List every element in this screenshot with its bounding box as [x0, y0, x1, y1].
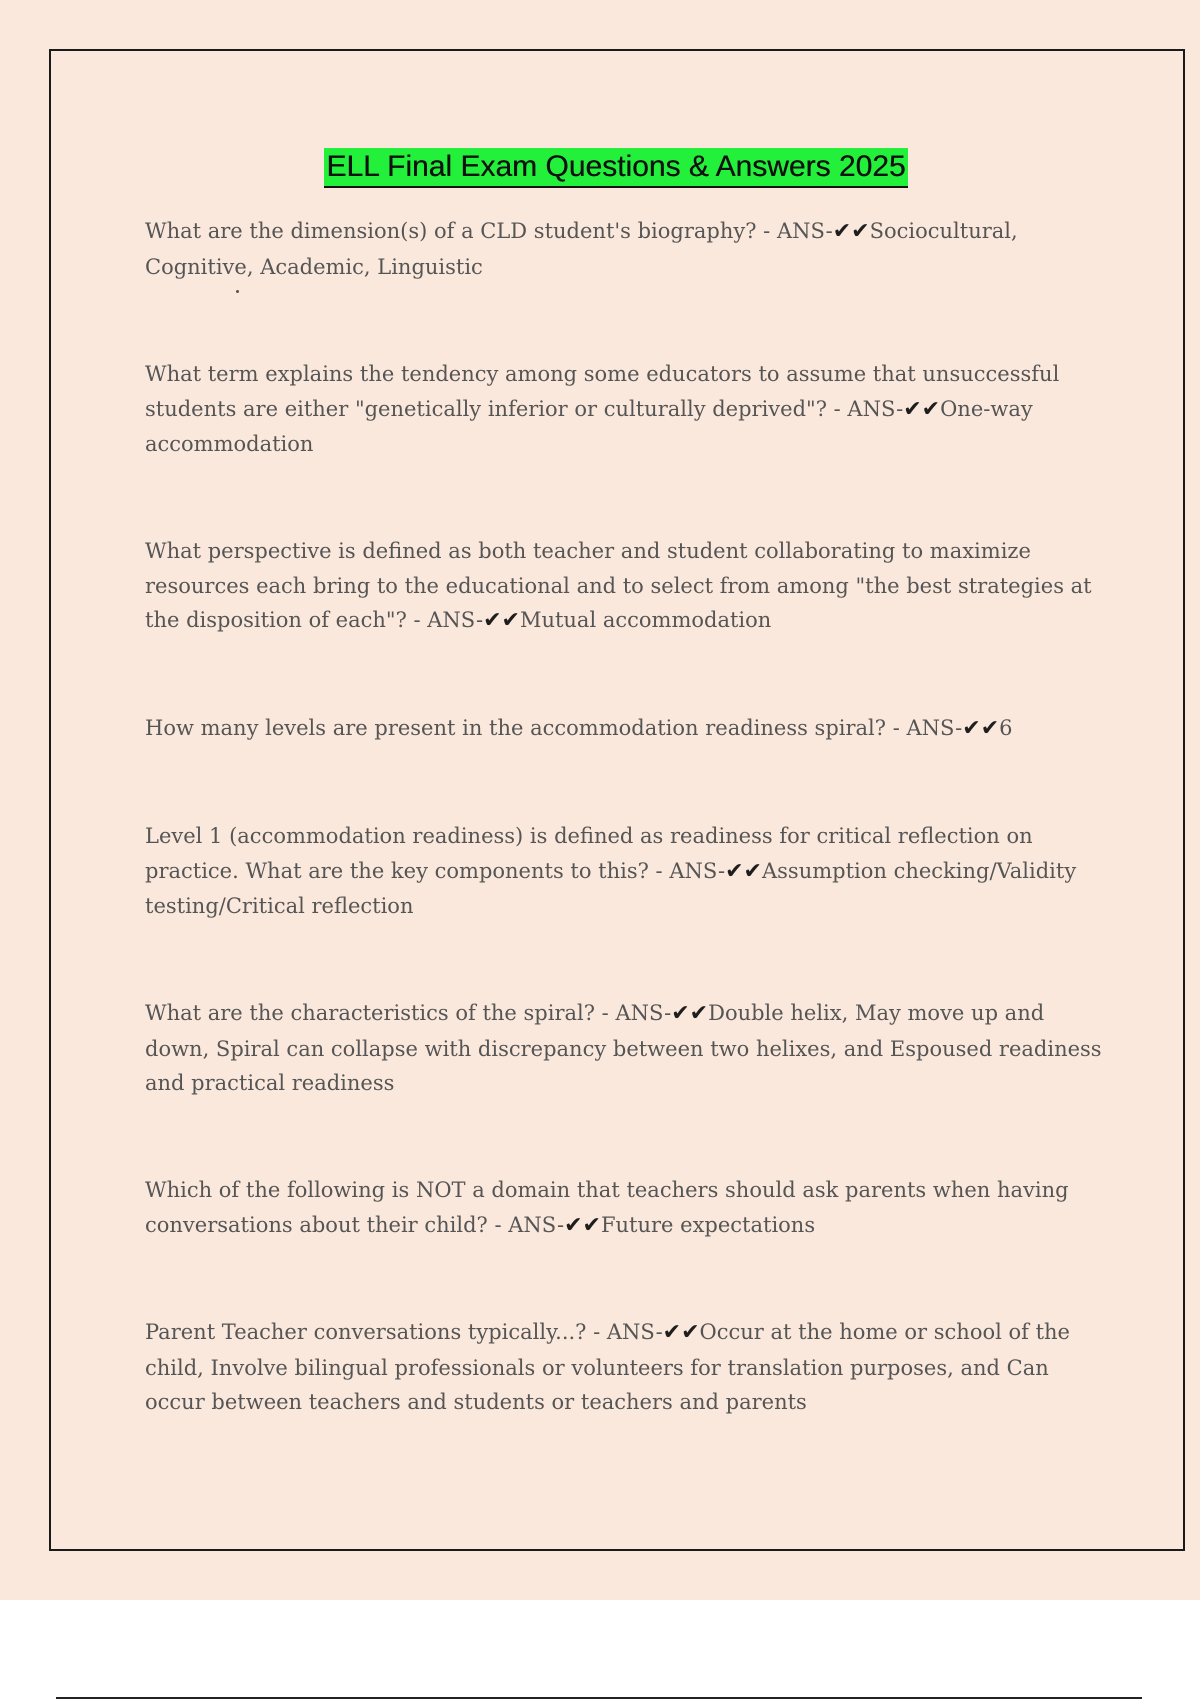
qa-item	[145, 214, 1105, 284]
check-icon: ✔✔	[564, 1212, 601, 1238]
qa-item	[145, 1173, 1105, 1243]
qa-item	[145, 711, 1105, 747]
answer-text: Future expectations	[600, 1212, 816, 1237]
answer-text: Assumption checking/Validity testing/Critical reflection	[145, 858, 1077, 918]
check-icon: ✔✔	[671, 1001, 709, 1026]
answer-text: Mutual accommodation	[519, 608, 772, 632]
answer-text: Double helix, May move up and down, Spiral can collapse with discrepancy between two helixes, and Espoused readiness and practical readiness	[145, 1001, 1102, 1095]
answer-text: Occur at the home or school of the child, Involve bilingual professionals or volunteers for translation purposes, and Can occur between teachers and students or teachers and parents	[145, 1320, 1070, 1414]
qa-item	[145, 357, 1105, 462]
question-text: What are the characteristics of the spiral? - ANS-	[145, 1001, 672, 1025]
check-icon: ✔✔	[903, 396, 941, 422]
answer-text: Sociocultural, Cognitive, Academic, Linguistic	[145, 219, 1018, 279]
qa-item	[145, 996, 1105, 1101]
bottom-rule	[56, 1697, 1142, 1699]
question-text: How many levels are present in the accommodation readiness spiral? - ANS-	[145, 716, 963, 740]
document-title: ELL Final Exam Questions & Answers 2025	[324, 148, 907, 188]
check-icon: ✔✔	[832, 219, 870, 244]
qa-item	[145, 1315, 1105, 1420]
qa-item	[145, 534, 1105, 639]
question-text: What are the dimension(s) of a CLD student's biography? - ANS-	[145, 219, 833, 243]
answer-text: One-way accommodation	[145, 396, 1033, 456]
question-text: Which of the following is NOT a domain that teachers should ask parents when having conversations about their child? - ANS-	[145, 1178, 1069, 1237]
question-text: What term explains the tendency among some educators to assume that unsuccessful students are either "genetically inferior or culturally deprived"? - ANS-	[145, 362, 1060, 421]
answer-text: 6	[999, 716, 1013, 740]
question-text: Parent Teacher conversations typically...? - ANS-	[145, 1320, 663, 1344]
question-text: Level 1 (accommodation readiness) is defined as readiness for critical reflection on practice. What are the key components to this? - ANS-	[145, 824, 1033, 883]
stray-dot	[236, 290, 239, 293]
question-text: What perspective is defined as both teacher and student collaborating to maximize resources each bring to the educational and to select from among "the best strategies at the disposition of each"? - ANS-	[145, 539, 1092, 632]
qa-item	[145, 819, 1105, 924]
check-icon: ✔✔	[662, 1320, 700, 1345]
check-icon: ✔✔	[725, 858, 762, 884]
check-icon: ✔✔	[962, 716, 1000, 741]
title-container	[0, 148, 1200, 188]
check-icon: ✔✔	[483, 608, 520, 633]
